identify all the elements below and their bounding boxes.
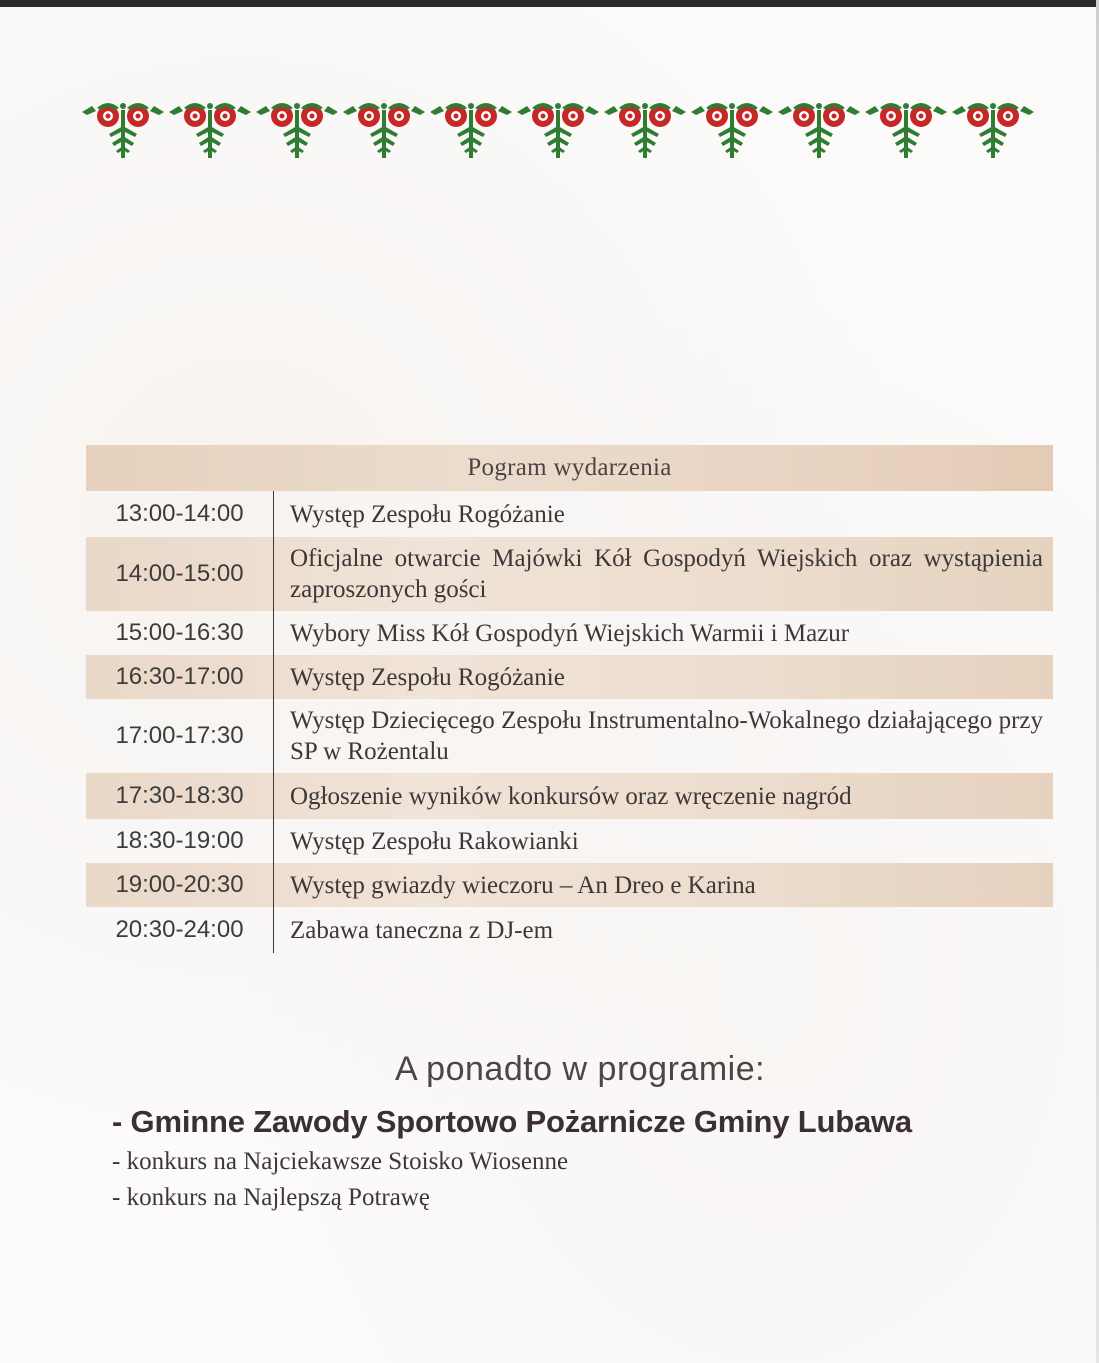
row-event: Wybory Miss Kół Gospodyń Wiejskich Warmii i Mazur xyxy=(290,619,850,647)
extras-list-item: - konkurs na Najciekawsze Stoisko Wiosenne xyxy=(112,1148,569,1175)
row-event: Ogłoszenie wyników konkursów oraz wręczenie nagród xyxy=(290,782,852,810)
row-time: 20:30-24:00 xyxy=(86,907,274,953)
event-schedule-table xyxy=(86,445,1053,953)
row-time: 18:30-19:00 xyxy=(86,819,274,863)
schedule-row xyxy=(86,819,1053,863)
row-time: 14:00-15:00 xyxy=(86,537,274,611)
schedule-row xyxy=(86,699,1053,773)
row-time: 19:00-20:30 xyxy=(86,863,274,907)
extras-list-item: - konkurs na Najlepszą Potrawę xyxy=(112,1184,430,1211)
row-event: Występ Zespołu Rogóżanie xyxy=(290,663,565,691)
schedule-row xyxy=(86,537,1053,611)
row-event: Oficjalne otwarcie Majówki Kół Gospodyń Wiejskich oraz wystąpienia zaproszonych gości xyxy=(290,545,1043,603)
row-event: Występ Zespołu Rogóżanie xyxy=(290,500,565,528)
row-time: 17:30-18:30 xyxy=(86,773,274,819)
schedule-row xyxy=(86,863,1053,907)
schedule-row xyxy=(86,655,1053,699)
row-event: Występ Zespołu Rakowianki xyxy=(290,827,579,855)
row-event: Zabawa taneczna z DJ-em xyxy=(290,916,554,944)
schedule-row xyxy=(86,611,1053,655)
extras-main-item: - Gminne Zawody Sportowo Pożarnicze Gminy Lubawa xyxy=(112,1104,912,1139)
schedule-row xyxy=(86,907,1053,953)
row-time: 15:00-16:30 xyxy=(86,611,274,655)
row-time: 17:00-17:30 xyxy=(86,699,274,773)
row-event: Występ gwiazdy wieczoru – An Dreo e Karina xyxy=(290,871,756,899)
schedule-title: Pogram wydarzenia xyxy=(467,454,672,481)
schedule-row xyxy=(86,773,1053,819)
top-edge-bar xyxy=(0,0,1099,7)
row-time: 16:30-17:00 xyxy=(86,655,274,699)
schedule-row xyxy=(86,491,1053,537)
row-time: 13:00-14:00 xyxy=(86,491,274,537)
extras-title: A ponadto w programie: xyxy=(394,1050,766,1088)
schedule-header xyxy=(86,445,1053,491)
folk-embroidery-border xyxy=(80,100,1050,162)
row-event: Występ Dziecięcego Zespołu Instrumentalno-Wokalnego działającego przy SP w Rożentalu xyxy=(290,707,1043,765)
